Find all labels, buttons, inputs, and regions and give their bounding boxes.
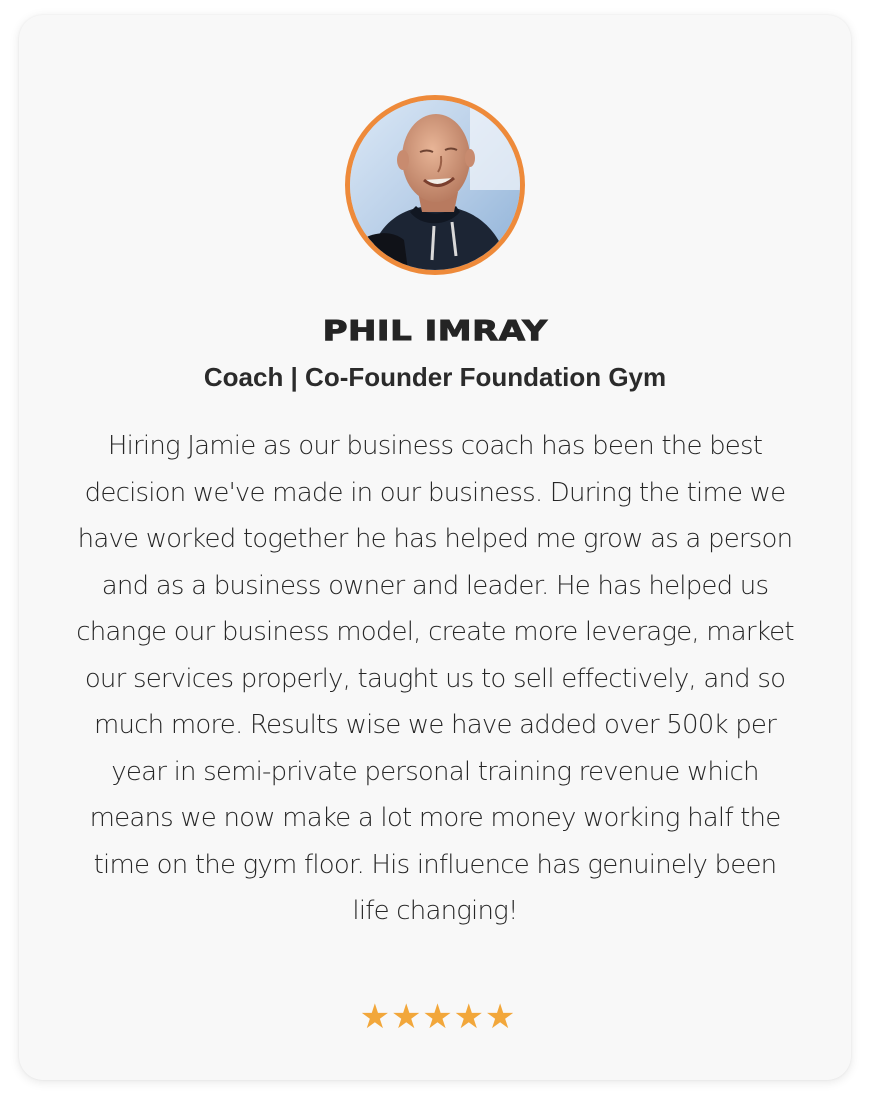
avatar — [345, 95, 525, 275]
star-icon: ★ — [359, 997, 386, 1037]
avatar-photo — [350, 100, 520, 270]
person-name: PHIL IMRAY — [322, 314, 548, 348]
person-role: Coach | Co-Founder Foundation Gym — [203, 362, 667, 392]
star-icon: ★ — [453, 997, 480, 1037]
testimonial-quote: Hiring Jamie as our business coach has been the best decision we've made in our business. During the time we have worked together he has helped me grow as a person and as a business owner and leader. He has helped us change our business model, create more leverage, market our services properly, taught us to sell effectively, and so much more. Results wise we have added over 500k per year in semi-private personal training revenue which means we now make a lot more money working half the time on the gym floor. His influence has genuinely been life changing! — [76, 431, 794, 926]
star-rating — [19, 997, 851, 1037]
star-icon: ★ — [422, 997, 448, 1037]
testimonial-card — [19, 15, 851, 1080]
star-icon: ★ — [484, 997, 511, 1037]
star-icon: ★ — [390, 997, 417, 1037]
